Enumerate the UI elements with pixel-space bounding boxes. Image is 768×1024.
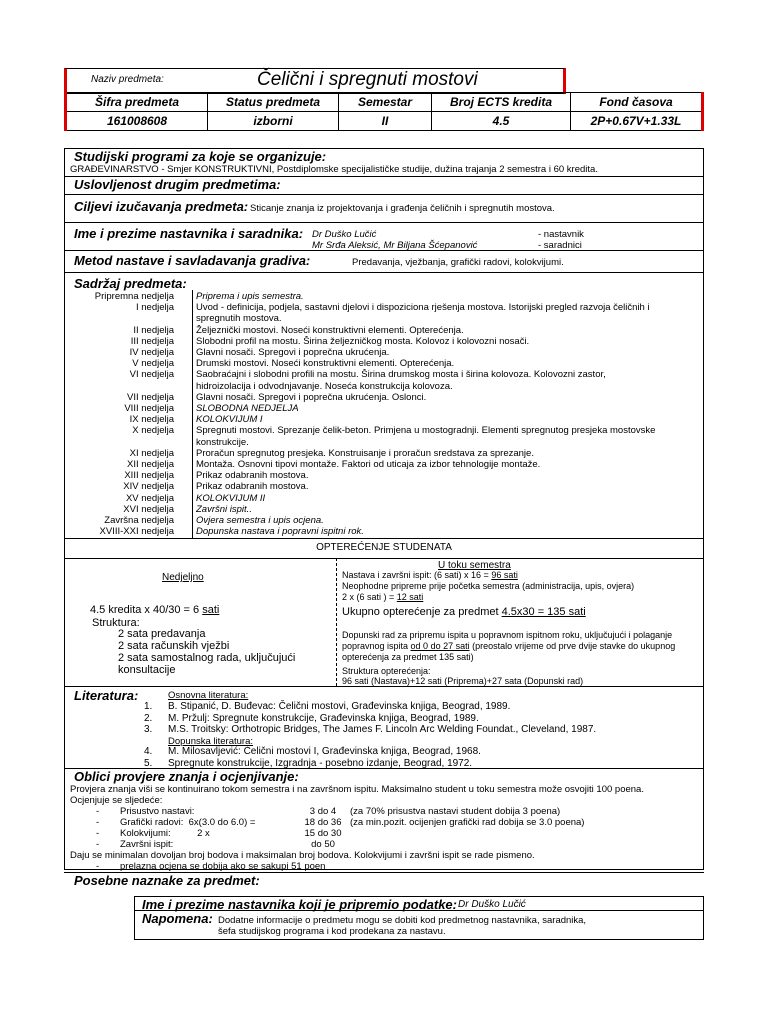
study-programs-text: GRAĐEVINARSTVO - Smjer KONSTRUKTIVNI, Postdiplomske specijalističke studije, dužina trajanja 2 semestra i 60 kredita. <box>70 164 598 175</box>
week-label: III nedjelja <box>130 335 174 347</box>
week-label: XI nedjelja <box>129 447 174 459</box>
divider <box>64 558 704 559</box>
supp-line-2a: popravnog ispita <box>342 641 411 651</box>
total-label: Ukupno opterećenje za predmet <box>342 606 502 618</box>
list-text: B. Stipanić, D. Buđevac: Čelični mostovi, Građevinska knjiga, Beograd, 1989. <box>168 701 511 712</box>
val-ects: 4.5 <box>432 112 571 131</box>
list-item: konsultacije <box>118 664 176 676</box>
teacher-role: - nastavnik <box>538 229 584 240</box>
week-topic: Glavni nosači. Spregovi i poprečna ukrućenja. <box>196 347 390 358</box>
list-item <box>144 701 596 713</box>
week-topic: hidroizolacija i odvodnjavanje. Noseća konstrukcija kolovoza. <box>196 380 453 392</box>
week-label: II nedjelja <box>133 324 174 336</box>
classes-hours: 96 sati <box>491 570 518 580</box>
assessment-label: Oblici provjere znanja i ocjenjivanje: <box>74 769 299 784</box>
week-topic: Prikaz odabranih mostova. <box>196 481 309 493</box>
divider <box>64 222 704 223</box>
content-label: Sadržaj predmeta: <box>74 276 187 291</box>
assessment-d: - <box>96 839 100 850</box>
week-label: V nedjelja <box>132 358 174 370</box>
assessment-note: Daju se minimalan dovoljan broj bodova i maksimalan broj bodova. Kolokvijumi i završni ispit se rade pismeno. <box>70 850 535 861</box>
list-item <box>144 758 481 770</box>
list-text: M. Milosavljević: Čelični mostovi I, Građevinska knjiga, Beograd, 1968. <box>168 746 481 757</box>
method-text: Predavanja, vježbanja, grafički radovi, kolokvijumi. <box>352 257 564 268</box>
goals-text: Sticanje znanja iz projektovanja i građenja čeličnih i spregnutih mostova. <box>250 203 555 214</box>
list-number: 1. <box>144 701 153 712</box>
course-info-table <box>64 92 704 132</box>
literature-label: Literatura: <box>74 688 139 703</box>
list-number: 3. <box>144 724 153 735</box>
list-number: 2. <box>144 712 153 724</box>
assessment-d: - <box>96 828 100 839</box>
course-info-value-row <box>66 112 703 131</box>
week-topic: Ovjera semestra i upis ocjena. <box>196 515 324 526</box>
assessment-d: - <box>96 806 100 817</box>
course-info-header-row <box>66 93 703 112</box>
supplementary-literature-list <box>144 746 481 769</box>
supp-line-2c: (preostalo vrijeme od prve dvije stavke do ukupnog <box>469 641 676 651</box>
col-ects: Broj ECTS kredita <box>432 93 571 112</box>
week-topic: Saobraćajni i slobodni profili na mostu. Širina drumskog mosta i širina kolovoza. Kolovozni zastor, <box>196 369 606 381</box>
week-topic: Spregnuti mostovi. Sprezanje čelik-beton. Primjena u mostogradnji. Elementi spregnutog presjeka mostovske <box>196 425 656 437</box>
col-fond: Fond časova <box>571 93 703 112</box>
semester-label: U toku semestra <box>438 560 511 571</box>
course-title: Čelični i spregnuti mostovi <box>257 69 478 90</box>
val-fond: 2P+0.67V+1.33L <box>571 112 703 131</box>
goals-label: Ciljevi izučavanja predmeta: <box>74 199 249 214</box>
week-label: XIV nedjelja <box>123 481 174 493</box>
supplementary-literature-label: Dopunska literatura: <box>168 736 254 747</box>
week-topic: Željeznički mostovi. Noseći konstruktivni elementi. Opterećenja. <box>196 324 464 336</box>
week-topic: KOLOKVIJUM I <box>196 414 263 426</box>
list-text: M. Pržulj: Spregnute konstrukcije, Građevinska knjiga, Beograd, 1989. <box>168 712 479 724</box>
prepared-by-name: Dr Duško Lučić <box>458 899 526 910</box>
week-topic: Montaža. Osnovni tipovi montaže. Faktori od uticaja za izbor tehnologije montaže. <box>196 459 541 470</box>
assistants-role: - saradnici <box>538 240 582 251</box>
week-topic: KOLOKVIJUM II <box>196 492 266 504</box>
week-label: IV nedjelja <box>129 347 174 358</box>
list-text: Spregnute konstrukcije, Izgradnja - posebno izdanje, Beograd, 1972. <box>168 757 473 769</box>
prerequisites-label: Uslovljenost drugim predmetima: <box>74 177 281 192</box>
list-number: 4. <box>144 746 153 757</box>
assessment-c: (za min.pozit. ocijenjen grafički rad dobija se 3.0 poena) <box>350 817 585 828</box>
workload-structure <box>342 666 583 686</box>
week-label: Pripremna nedjelja <box>94 291 174 302</box>
load-column-divider <box>336 558 337 686</box>
week-label: XVIII-XXI nedjelja <box>99 526 174 538</box>
supp-line-3: opterećenja za predmet 135 sati) <box>342 652 474 662</box>
week-label: IX nedjelja <box>129 414 174 426</box>
total-value: 4.5x30 = 135 sati <box>501 606 586 618</box>
structure-label: Struktura: <box>92 617 140 629</box>
val-status: izborni <box>208 112 339 131</box>
week-label: XII nedjelja <box>126 459 174 470</box>
week-label: XV nedjelja <box>125 492 174 504</box>
list-item <box>144 746 481 758</box>
assessment-dash: - <box>96 861 100 872</box>
week-topic: spregnutih mostova. <box>196 313 282 325</box>
preparation-text: Neophodne pripreme prije početka semestra (administracija, upis, ovjera) <box>342 581 635 591</box>
week-topic: Prikaz odabranih mostova. <box>196 470 309 482</box>
week-label: XIII nedjelja <box>124 470 174 482</box>
week-label: Završna nedjelja <box>104 515 174 526</box>
list-item: 2 sata samostalnog rada, uključujući <box>118 652 296 664</box>
preparation-hours: 12 sati <box>396 592 424 602</box>
week-topic: SLOBODNA NEDJELJA <box>196 403 299 414</box>
list-number: 5. <box>144 757 153 769</box>
weekly-structure-list <box>118 628 295 676</box>
method-label: Metod nastave i savladavanja gradiva: <box>74 253 311 268</box>
week-label: X nedjelja <box>132 425 174 437</box>
col-semestar: Semestar <box>339 93 432 112</box>
week-topic: Uvod - definicija, podjela, sastavni djelovi i dispozicionа rješenja mostova. Istorijski pregled razvoja čeličnih i <box>196 302 650 314</box>
assessment-intro: Provjera znanja viši se kontinuirano tokom semestra i na završnom ispitu. Maksimalno student u toku semestra može osvojiti 100 poena. <box>70 784 644 795</box>
weekly-credits-text: 4.5 kredita x 40/30 = 6 <box>90 604 200 616</box>
note-line-1: Dodatne informacije o predmetu mogu se dobiti kod predmetnog nastavnika, saradnika, <box>218 915 587 926</box>
week-topic: Slobodni profil na mostu. Širina željezničkog mosta. Kolovoz i kolovozni nosači. <box>196 335 530 347</box>
workload-title: OPTEREĆENJE STUDENATA <box>316 542 452 553</box>
divider <box>64 272 704 273</box>
assessment-d: - <box>96 817 100 828</box>
assessment-a: Grafički radovi: 6x(3.0 do 6.0) = <box>120 817 256 828</box>
special-notes-label: Posebne naznake za predmet: <box>74 873 260 888</box>
week-topic: Glavni nosači. Spregovi i poprečna ukrućenja. Oslonci. <box>196 391 427 403</box>
list-item <box>144 713 596 725</box>
week-topic: Proračun spregnutog presjeka. Konstruisanje i proračun sredstava za sprezanje. <box>196 447 534 459</box>
total-workload <box>342 606 586 618</box>
assessment-b: 3 do 4 <box>309 806 337 817</box>
week-label: XVI nedjelja <box>123 503 174 515</box>
list-item: 2 sata računskih vježbi <box>118 640 230 652</box>
structure-text: 96 sati (Nastava)+12 sati (Priprema)+27 sata (Dopunski rad) <box>342 676 584 686</box>
weekly-schedule <box>64 291 704 538</box>
classes-text: Nastava i završni ispit: (6 sati) x 16 = <box>342 570 492 580</box>
assessment-b: 18 do 36 <box>304 817 342 828</box>
structure-title: Struktura opterećenja: <box>342 666 431 676</box>
col-sifra: Šifra predmeta <box>66 93 208 112</box>
val-semestar: II <box>339 112 432 131</box>
week-topic: Završni ispit.. <box>196 503 252 515</box>
week-topic: Priprema i upis semestra. <box>196 291 304 302</box>
week-label: VIII nedjelja <box>124 403 174 414</box>
divider <box>64 194 704 195</box>
course-title-box <box>64 68 566 94</box>
assessment-c: (za 70% prisustva nastavi student dobija 3 poena) <box>350 806 561 817</box>
list-item <box>144 724 596 736</box>
assessment-a: Kolokvijumi: 2 x <box>120 828 210 839</box>
val-sifra: 161008608 <box>66 112 208 131</box>
week-label: VII nedjelja <box>126 391 174 403</box>
assessment-a: Završni ispit: <box>120 839 174 850</box>
list-item: 2 sata predavanja <box>118 628 206 640</box>
week-label: VI nedjelja <box>129 369 174 381</box>
teachers-label: Ime i prezime nastavnika i saradnika: <box>74 226 304 241</box>
course-name-label: Naziv predmeta: <box>91 74 164 85</box>
note-label: Napomena: <box>142 911 213 926</box>
supplementary-work <box>342 630 675 663</box>
week-topic: Dopunska nastava i popravni ispitni rok. <box>196 526 364 538</box>
weekly-label: Nedjeljno <box>162 572 204 583</box>
list-text: M.S. Troitsky: Orthotropic Bridges, The James F. Lincoln Arc Welding Foundat., Cleveland, 1987. <box>168 724 597 735</box>
basic-literature-list <box>144 701 596 736</box>
preparation-calc: 2 x (6 sati ) = <box>342 592 397 602</box>
week-topic: Drumski mostovi. Noseći konstruktivni elementi. Opterećenja. <box>196 358 455 370</box>
teacher-name: Dr Duško Lučić <box>312 229 377 240</box>
assessment-b: 15 do 30 <box>304 828 342 839</box>
divider <box>64 686 704 687</box>
assessment-a: Prisustvo nastavi: <box>120 806 195 817</box>
semester-workload <box>342 570 634 603</box>
weekly-credits-unit: sati <box>202 604 220 616</box>
passing-grade-note: prelazna ocjena se dobija ako se sakupi 51 poen <box>120 861 326 872</box>
week-topic: konstrukcije. <box>196 436 249 448</box>
basic-literature-label: Osnovna literatura: <box>168 690 249 701</box>
note-line-2: šefa studijskog programa i kod prodekana za nastavu. <box>218 926 446 937</box>
assessment-b: do 50 <box>311 839 335 850</box>
week-label: I nedjelja <box>135 302 174 314</box>
col-status: Status predmeta <box>208 93 339 112</box>
assessment-list-title: Ocjenjuje se sljedeće: <box>70 795 163 806</box>
divider <box>64 538 704 539</box>
supp-line-1: Dopunski rad za pripremu ispita u popravnom ispitnom roku, uključujući i polaganje <box>342 630 673 640</box>
assistants-names: Mr Srđa Aleksić, Mr Biljana Šćepanović <box>312 240 478 251</box>
supp-hours: od 0 do 27 sati <box>410 641 470 651</box>
study-programs-label: Studijski programi za koje se organizuje: <box>74 149 327 164</box>
weekly-credits <box>90 604 219 616</box>
prepared-by-label: Ime i prezime nastavnika koji je pripremio podatke: <box>142 897 457 912</box>
